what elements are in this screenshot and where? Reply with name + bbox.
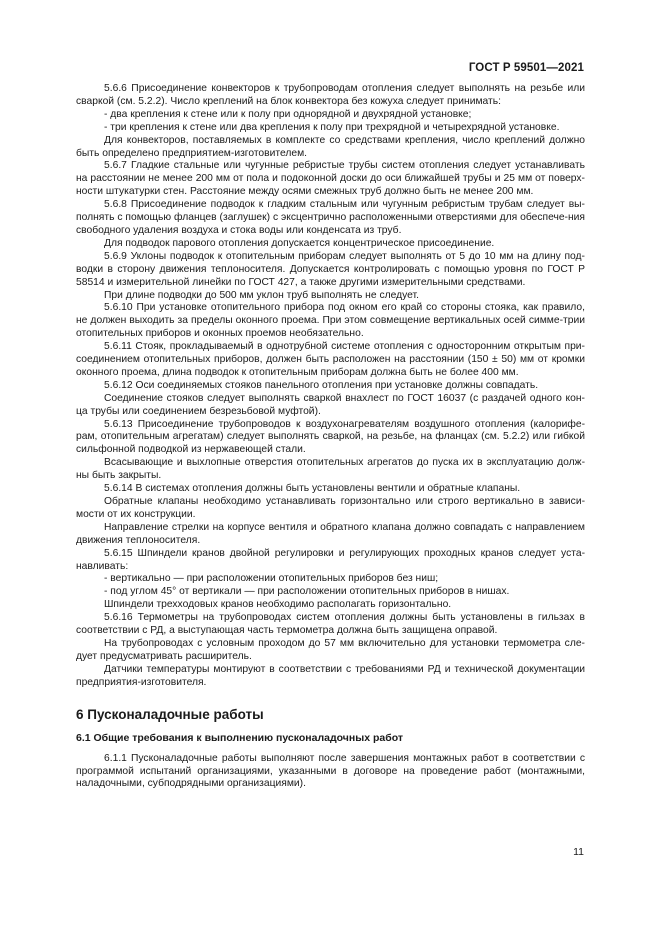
paragraph: Для конвекторов, поставляемых в комплекте со средствами крепления, число креплений должно быть определено предприятием-изготовителем. [76,134,585,159]
standard-designation: ГОСТ Р 59501—2021 [468,62,584,74]
paragraph: Направление стрелки на корпусе вентиля и обратного клапана должно совпадать с направлением движения теплоносителя. [76,521,585,546]
paragraph-5-6-9: 5.6.9 Уклоны подводок к отопительным приборам следует выполнять от 5 до 10 мм на длину под-водки в сторону движения теплоносителя. Допускается контролировать с помощью уровня по ГОСТ Р 58514 и измерительной линейки по ГОСТ 427, а также другими измерительными средствами. [76,250,585,288]
paragraph: На трубопроводах с условным проходом до 57 мм включительно для установки термометра сле-дует предусматривать расширитель. [76,637,585,662]
paragraph-5-6-14: 5.6.14 В системах отопления должны быть установлены вентили и обратные клапаны. [104,483,521,495]
paragraph-5-6-8: 5.6.8 Присоединение подводок к гладким стальным или чугунным ребристым трубам следует вы-полнять с помощью фланцев (заглушек) с эксцентрично расположенными отверстиями для обеспече-ния свободного удаления воздуха и стока воды или конденсата из труб. [76,199,585,236]
paragraph-5-6-13: 5.6.13 Присоединение трубопроводов к воздухонагревателям воздушного отопления (калорифе-рам, отопительным агрегатам) следует выполнять сваркой, на резьбе, на фланцах (см. 5.2.2) или гибкой сильфонной подводкой из нержавеющей стали. [76,418,585,456]
paragraph-5-6-10: 5.6.10 При установке отопительного прибора под окном его край со стороны стояка, как правило, не должен выходить за пределы оконного проема. При этом совмещение вертикальных осей симме-трии отопительных приборов и оконных проемов необязательно. [76,302,585,340]
paragraph-5-6-11: 5.6.11 Стояк, прокладываемый в однотрубной системе отопления с односторонним открытым при-соединением отопительных приборов, должен быть расположен на расстоянии (150 ± 50) мм от кромки оконного проема, длина подводок к отопительным приборам должна быть не более 400 мм. [76,341,585,378]
body-text [76,83,585,791]
list-item: - вертикально — при расположении отопительных приборов без ниш; [104,573,439,585]
paragraph-5-6-6: 5.6.6 Присоединение конвекторов к трубопроводам отопления следует выполнять на резьбе или сваркой (см. 5.2.2). Число креплений на блок конвектора без кожуха следует принимать: [76,83,585,107]
paragraph-5-6-15: 5.6.15 Шпиндели кранов двойной регулировки и регулирующих проходных кранов следует уста-навливать: [76,547,585,572]
paragraph-5-6-7: 5.6.7 Гладкие стальные или чугунные ребристые трубы систем отопления следует устанавливать на расстоянии не менее 200 мм от пола и подоконной доски до оси ближайшей трубы и 25 мм от поверх-ности штукатурки стен. Расстояние между осями смежных труб должно быть не менее 200 мм. [76,160,585,198]
paragraph: Для подводок парового отопления допускается концентрическое присоединение. [104,237,495,249]
paragraph-5-6-16: 5.6.16 Термометры на трубопроводах систем отопления должны быть установлены в гильзах в соответствии с РД, а выступающая часть термометра должна быть защищена оправой. [76,612,585,637]
paragraph-5-6-12: 5.6.12 Оси соединяемых стояков панельного отопления при установке должны совпадать. [104,379,539,391]
paragraph-6-1-1: 6.1.1 Пусконаладочные работы выполняют после завершения монтажных работ в соответствии с программой испытаний организациями, указанными в договоре на проведение работ (монтажными, наладочными, субподрядными организациями). [76,752,585,790]
paragraph: Всасывающие и выхлопные отверстия отопительных агрегатов до пуска их в эксплуатацию долж-ны быть закрыты. [76,457,585,482]
list-item: - два крепления к стене или к полу при однорядной и двухрядной установке; [104,108,472,120]
list-item: - три крепления к стене или два крепления к полу при трехрядной и четырехрядной установке. [104,121,560,133]
list-item: - под углом 45° от вертикали — при расположении отопительных приборов в нишах. [104,586,510,598]
page-number: 11 [573,846,584,858]
paragraph: При длине подводки до 500 мм уклон труб выполнять не следует. [104,289,419,301]
paragraph: Соединение стояков следует выполнять сваркой внахлест по ГОСТ 16037 (с раздачей одного кон-ца трубы или соединением безрезьбовой муфтой). [76,392,585,417]
paragraph: Шпиндели трехходовых кранов необходимо располагать горизонтально. [104,599,452,611]
paragraph: Датчики температуры монтируют в соответствии с требованиями РД и технической документации предприятия-изготовителя. [76,663,585,688]
section-heading: 6 Пусконаладочные работы [76,706,264,722]
paragraph: Обратные клапаны необходимо устанавливать горизонтально или строго вертикально в зависи-мости от их конструкции. [76,496,585,520]
subsection-heading: 6.1 Общие требования к выполнению пусконаладочных работ [76,731,404,744]
